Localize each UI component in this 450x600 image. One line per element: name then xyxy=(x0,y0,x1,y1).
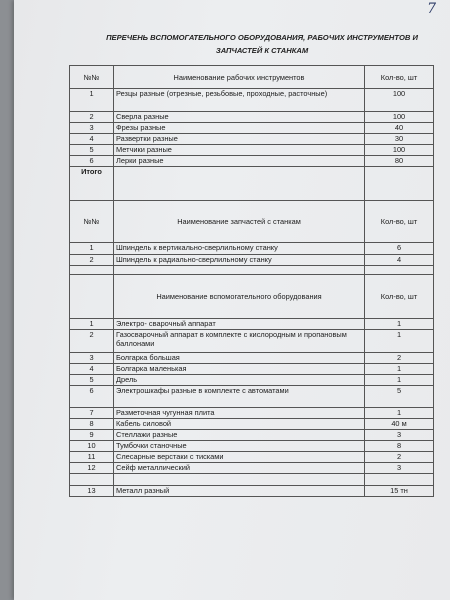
cell-name: Дрель xyxy=(114,375,365,386)
cell-num: 2 xyxy=(70,112,114,123)
column-header-num: №№ xyxy=(70,201,114,243)
cell-name: Сверла разные xyxy=(114,112,365,123)
empty-cell xyxy=(114,167,365,201)
cell-name: Развертки разные xyxy=(114,134,365,145)
cell-name: Металл разный xyxy=(114,486,365,497)
cell-num: 8 xyxy=(70,419,114,430)
cell-num: 6 xyxy=(70,156,114,167)
table-row xyxy=(70,167,434,201)
cell-qty: 1 xyxy=(365,330,434,353)
table-row xyxy=(70,474,434,486)
cell-name: Газосварочный аппарат в комплекте с кислородным и пропановым баллонами xyxy=(114,330,365,353)
cell-qty: 15 тн xyxy=(365,486,434,497)
cell-num: 1 xyxy=(70,89,114,112)
cell-num: 9 xyxy=(70,430,114,441)
cell-num: 7 xyxy=(70,408,114,419)
cell-qty: 6 xyxy=(365,243,434,255)
cell-num: 4 xyxy=(70,364,114,375)
cell-name: Метчики разные xyxy=(114,145,365,156)
cell-name: Слесарные верстаки с тисками xyxy=(114,452,365,463)
column-header-name: Наименование вспомогательного оборудования xyxy=(114,275,365,319)
cell-num: 1 xyxy=(70,243,114,255)
cell-num: 2 xyxy=(70,255,114,266)
table-row xyxy=(70,243,434,255)
table-row xyxy=(70,486,434,497)
cell-name: Фрезы разные xyxy=(114,123,365,134)
cell-name: Шпиндель к вертикально-сверлильному станку xyxy=(114,243,365,255)
cell-num: 2 xyxy=(70,330,114,353)
table-row xyxy=(70,452,434,463)
cell-qty: 4 xyxy=(365,255,434,266)
cell-num: 1 xyxy=(70,319,114,330)
cell-num: 10 xyxy=(70,441,114,452)
table-row xyxy=(70,353,434,364)
cell-qty: 100 xyxy=(365,89,434,112)
cell-num: 5 xyxy=(70,375,114,386)
cell-qty: 40 м xyxy=(365,419,434,430)
cell-name: Стеллажи разные xyxy=(114,430,365,441)
column-header-num xyxy=(70,275,114,319)
page-number: 7 xyxy=(427,1,436,17)
cell-num: 3 xyxy=(70,123,114,134)
column-header-qty: Кол-во, шт xyxy=(365,201,434,243)
title-line-2: ЗАПЧАСТЕЙ К СТАНКАМ xyxy=(215,46,309,55)
total-label: Итого xyxy=(70,167,114,201)
cell-qty: 100 xyxy=(365,145,434,156)
column-header-name: Наименование рабочих инструментов xyxy=(114,66,365,89)
cell-name: Электро- сварочный аппарат xyxy=(114,319,365,330)
table-row xyxy=(70,375,434,386)
table-row xyxy=(70,112,434,123)
column-header-name: Наименование запчастей с станкам xyxy=(114,201,365,243)
table-row xyxy=(70,463,434,474)
cell-qty: 2 xyxy=(365,452,434,463)
table-row xyxy=(70,89,434,112)
cell-qty: 1 xyxy=(365,319,434,330)
cell-qty: 30 xyxy=(365,134,434,145)
cell-name: Болгарка маленькая xyxy=(114,364,365,375)
table-row xyxy=(70,319,434,330)
cell-qty: 3 xyxy=(365,463,434,474)
empty-cell xyxy=(70,266,114,275)
cell-qty: 3 xyxy=(365,430,434,441)
cell-name: Резцы разные (отрезные, резьбовые, проходные, расточные) xyxy=(114,89,365,112)
cell-name: Тумбочки станочные xyxy=(114,441,365,452)
cell-name: Кабель силовой xyxy=(114,419,365,430)
cell-name: Шпиндель к радиально-сверлильному станку xyxy=(114,255,365,266)
table-row xyxy=(70,441,434,452)
cell-num: 3 xyxy=(70,353,114,364)
cell-qty: 5 xyxy=(365,386,434,408)
cell-name: Лерки разные xyxy=(114,156,365,167)
cell-qty: 1 xyxy=(365,408,434,419)
table-row xyxy=(70,419,434,430)
table-row xyxy=(70,66,434,89)
cell-num: 11 xyxy=(70,452,114,463)
cell-qty: 2 xyxy=(365,353,434,364)
cell-qty: 1 xyxy=(365,364,434,375)
table-row xyxy=(70,364,434,375)
empty-cell xyxy=(114,266,365,275)
table-row xyxy=(70,201,434,243)
column-header-qty: Кол-во, шт xyxy=(365,66,434,89)
cell-qty: 100 xyxy=(365,112,434,123)
cell-num: 4 xyxy=(70,134,114,145)
cell-qty: 8 xyxy=(365,441,434,452)
cell-name: Сейф металлический xyxy=(114,463,365,474)
table-row xyxy=(70,386,434,408)
empty-cell xyxy=(365,266,434,275)
empty-cell xyxy=(70,474,114,486)
table-row xyxy=(70,330,434,353)
table-row xyxy=(70,145,434,156)
table-row xyxy=(70,266,434,275)
title-line-1: ПЕРЕЧЕНЬ ВСПОМОГАТЕЛЬНОГО ОБОРУДОВАНИЯ, РАБОЧИХ ИНСТРУМЕНТОВ И xyxy=(106,33,418,42)
column-header-qty: Кол-во, шт xyxy=(365,275,434,319)
cell-num: 5 xyxy=(70,145,114,156)
table-row xyxy=(70,408,434,419)
cell-num: 12 xyxy=(70,463,114,474)
document-title xyxy=(92,31,432,57)
empty-cell xyxy=(114,474,365,486)
empty-cell xyxy=(365,167,434,201)
table-row xyxy=(70,430,434,441)
equipment-table-body xyxy=(70,66,434,497)
column-header-num: №№ xyxy=(70,66,114,89)
cell-name: Болгарка большая xyxy=(114,353,365,364)
table-row xyxy=(70,275,434,319)
table-row xyxy=(70,134,434,145)
cell-num: 6 xyxy=(70,386,114,408)
cell-qty: 40 xyxy=(365,123,434,134)
table-row xyxy=(70,123,434,134)
cell-name: Разметочная чугунная плита xyxy=(114,408,365,419)
table-row xyxy=(70,156,434,167)
cell-qty: 80 xyxy=(365,156,434,167)
table-row xyxy=(70,255,434,266)
equipment-table xyxy=(69,65,434,497)
empty-cell xyxy=(365,474,434,486)
cell-num: 13 xyxy=(70,486,114,497)
cell-name: Электрошкафы разные в комплекте с автоматами xyxy=(114,386,365,408)
cell-qty: 1 xyxy=(365,375,434,386)
